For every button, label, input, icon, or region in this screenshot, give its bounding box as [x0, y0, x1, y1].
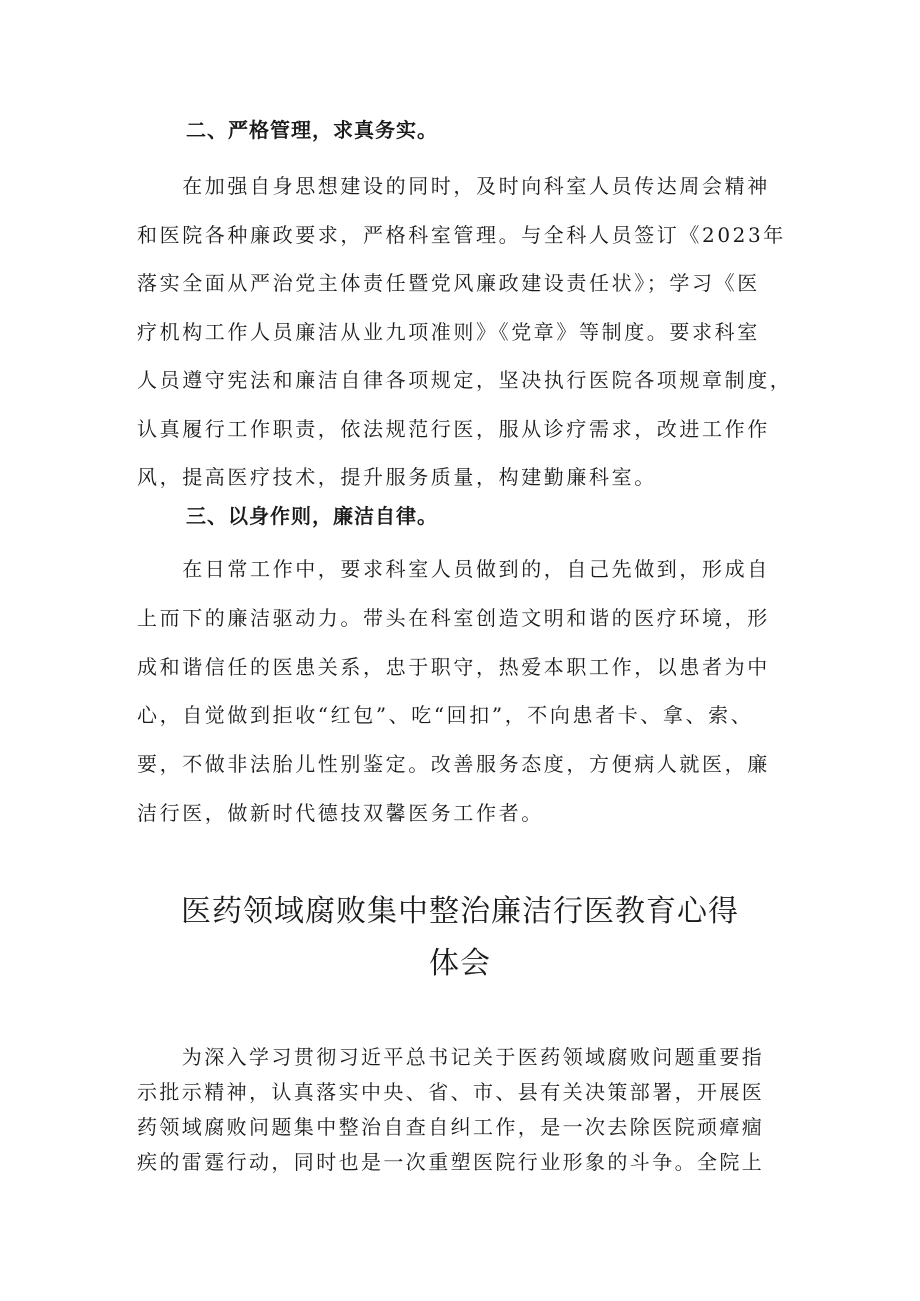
section-2-paragraph: 在加强自身思想建设的同时，及时向科室人员传达周会精神 和医院各种廉政要求，严格科室管理。与全科人员签订《2023年 落实全面从严治党主体责任暨党风廉政建设责任状》；学习《医 疗机构工作人员廉洁从业九项准则》《党章》等制度。要求科室 人员遵守宪法和廉洁自律各项规定，坚决执行医院各项规章制度， 认真履行工作职责，依法规范行医，服从诊疗需求，改进工作作 风，提高医疗技术，提升服务质量，构建勤廉科室。: [137, 174, 793, 489]
article-title: 医药领域腐败集中整治廉洁行医教育心得 体会: [181, 894, 739, 981]
section-2-heading: 二、严格管理，求真务实。: [186, 118, 438, 142]
section-3-paragraph: 在日常工作中，要求科室人员做到的，自己先做到，形成自 上而下的廉洁驱动力。带头在科室创造文明和谐的医疗环境，形 成和谐信任的医患关系，忠于职守，热爱本职工作，以患者为中 心，自觉做到拒收“红包”、吃“回扣”，不向患者卡、拿、索、 要，不做非法胎儿性别鉴定。改善服务态度，方便病人就医，廉 洁行医，做新时代德技双馨医务工作者。: [137, 557, 770, 825]
section-3-heading: 三、以身作则，廉洁自律。: [186, 504, 438, 528]
article-intro-paragraph: 为深入学习贯彻习近平总书记关于医药领域腐败问题重要指 示批示精神，认真落实中央、省、市、县有关决策部署，开展医 药领域腐败问题集中整治自查自纠工作，是一次去除医院顽瘴痼 疾的雷霆行动，同时也是一次重塑医院行业形象的斗争。全院上: [137, 1045, 765, 1174]
